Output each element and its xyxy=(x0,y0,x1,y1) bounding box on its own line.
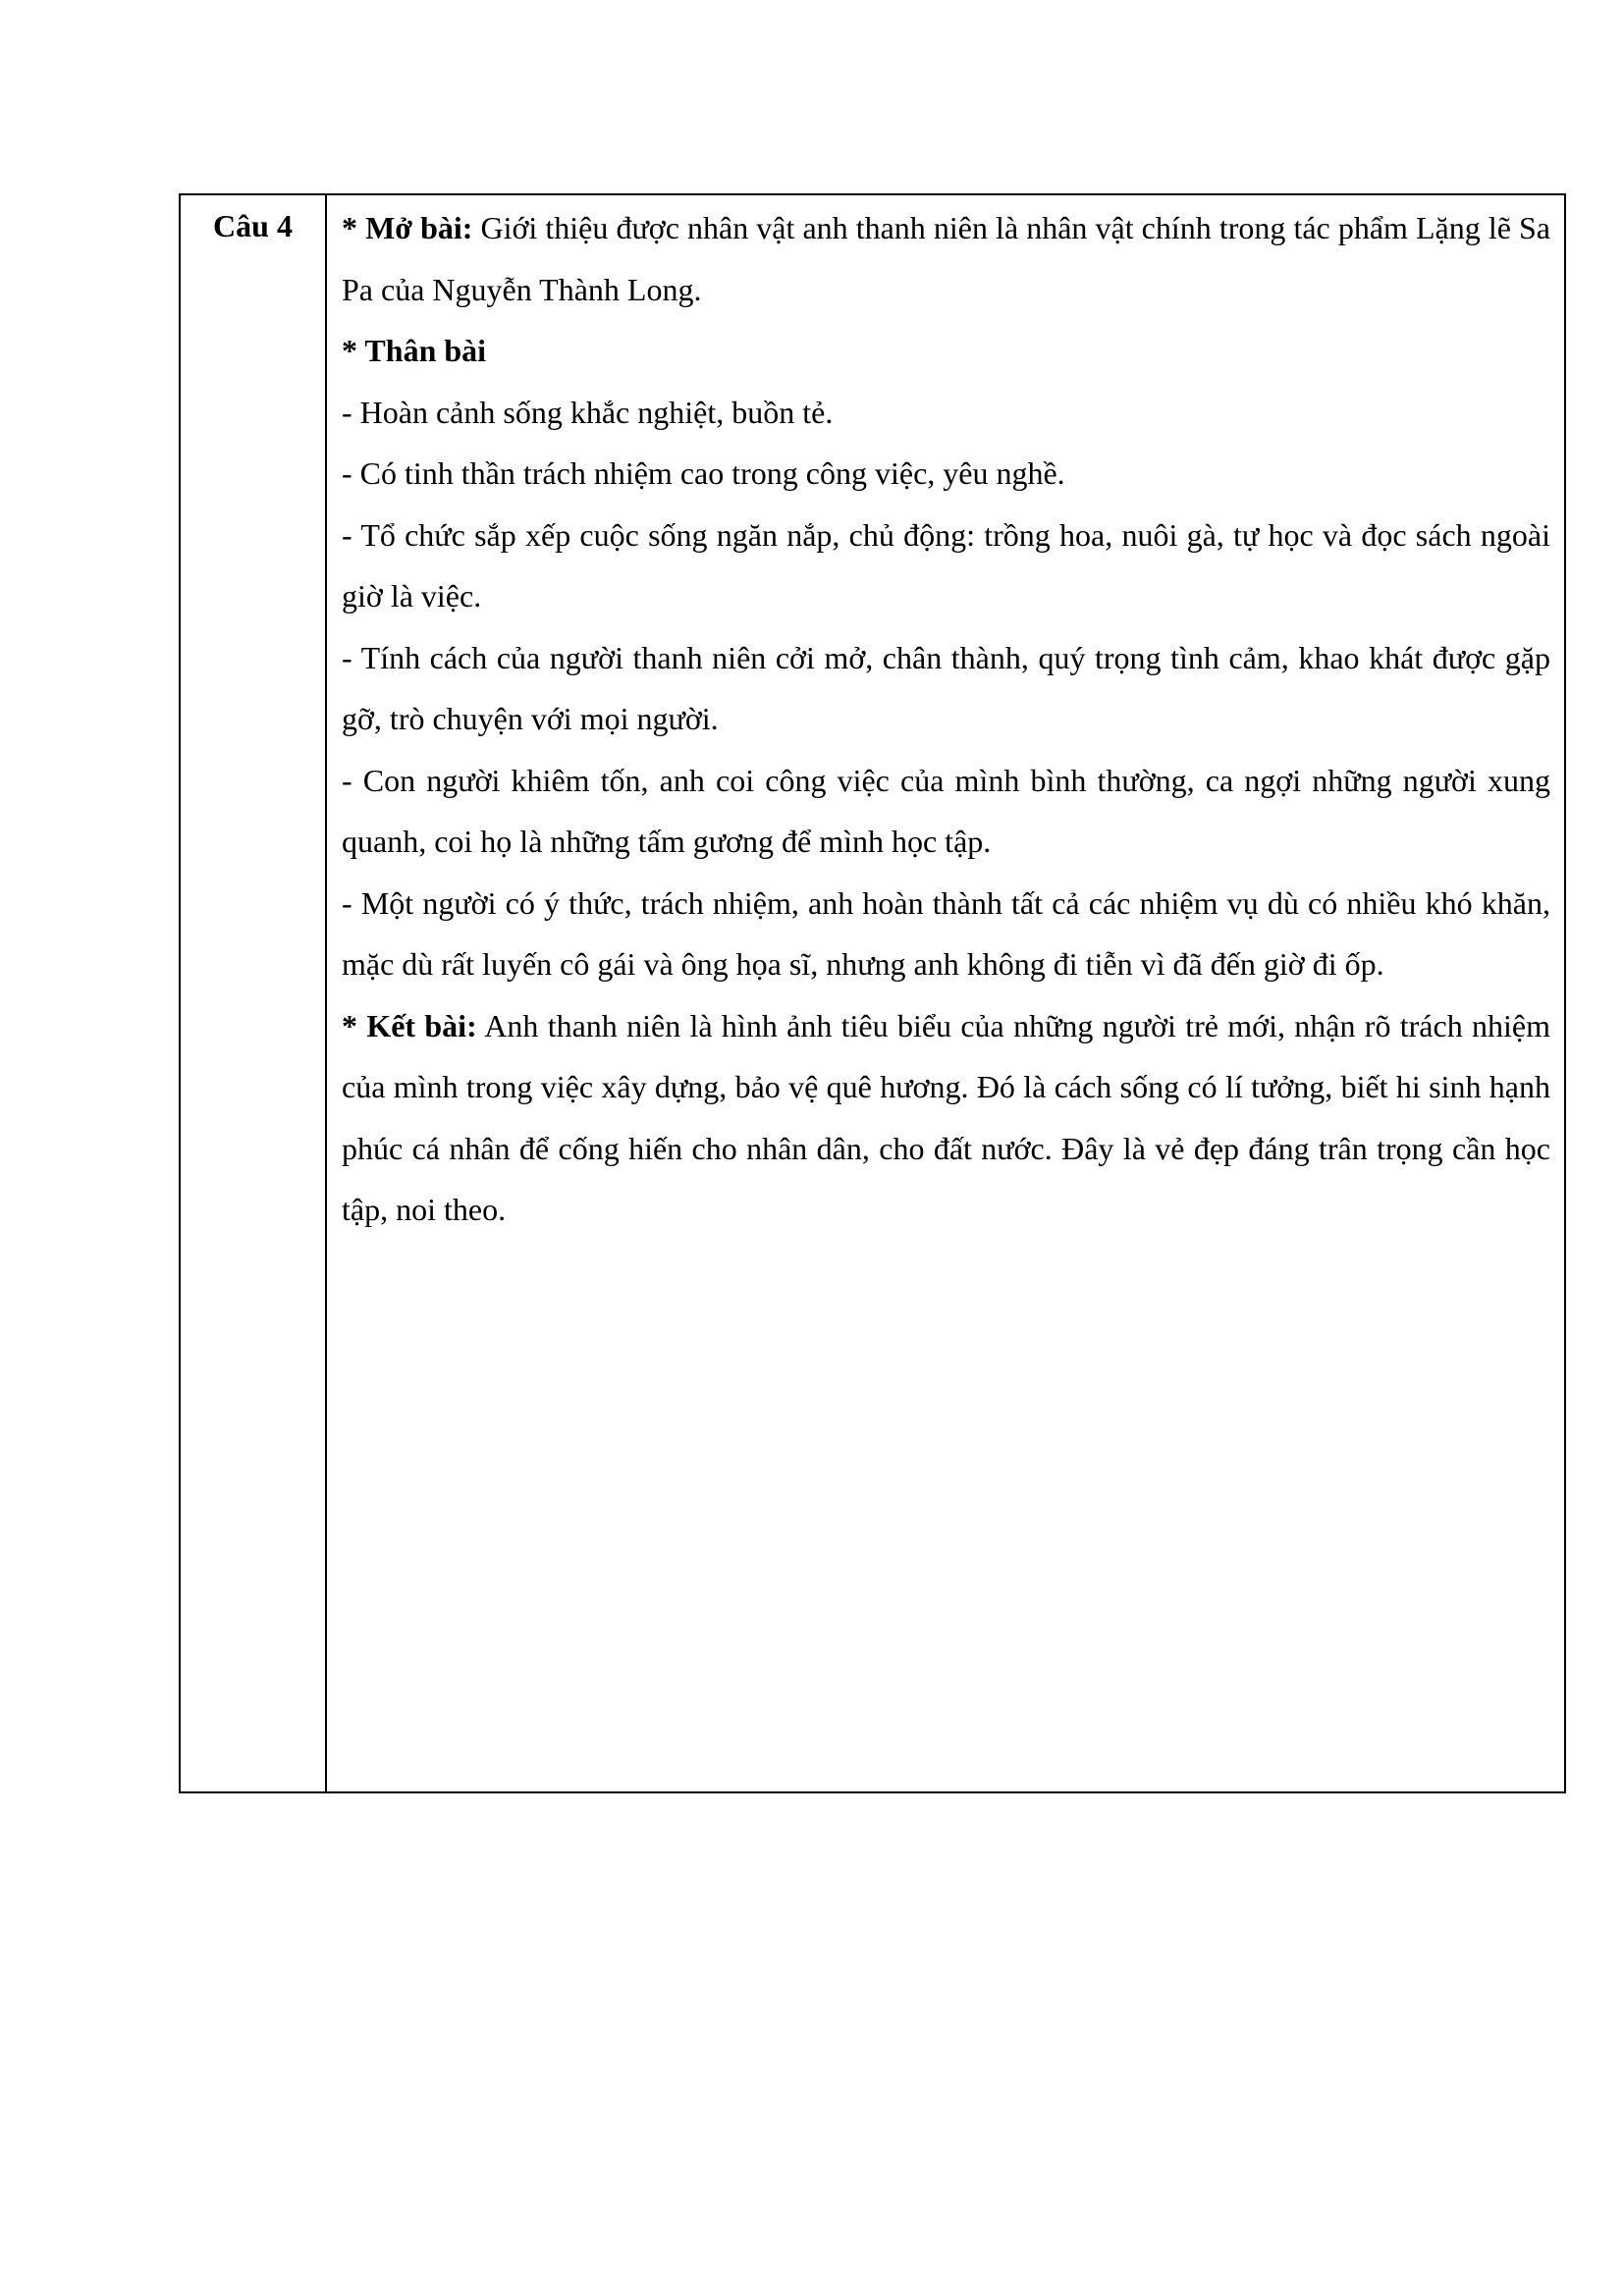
question-label: Câu 4 xyxy=(213,208,293,243)
body-item: - Tính cách của người thanh niên cởi mở, chân thành, quý trọng tình cảm, khao khát được gặp gỡ, trò chuyện với mọi người. xyxy=(342,639,1550,736)
body-item: - Có tinh thần trách nhiệm cao trong công việc, yêu nghề. xyxy=(342,455,1065,491)
question-label-cell xyxy=(181,195,327,1791)
conclusion-text: Anh thanh niên là hình ảnh tiêu biểu của những người trẻ mới, nhận rõ trách nhiệm của mình trong việc xây dựng, bảo vệ quê hương. Đó là cách sống có lí tưởng, biết hi sinh hạnh phúc cá nhân để cống hiến cho nhân dân, cho đất nước. Đây là vẻ đẹp đáng trân trọng cần học tập, noi theo. xyxy=(342,1007,1551,1227)
answer-table xyxy=(179,193,1566,1793)
body-item: - Hoàn cảnh sống khắc nghiệt, buồn tẻ. xyxy=(342,394,834,430)
body-item: - Con người khiêm tốn, anh coi công việc của mình bình thường, ca ngợi những người xung quanh, coi họ là những tấm gương để mình học tập. xyxy=(342,762,1550,859)
body-item: - Một người có ý thức, trách nhiệm, anh hoàn thành tất cả các nhiệm vụ dù có nhiều khó khăn, mặc dù rất luyến cô gái và ông họa sĩ, nhưng anh không đi tiễn vì đã đến giờ đi ốp. xyxy=(342,884,1550,982)
intro-paragraph xyxy=(342,197,1550,320)
conclusion-heading: * Kết bài: xyxy=(342,1007,477,1043)
body-item: - Tổ chức sắp xếp cuộc sống ngăn nắp, chủ động: trồng hoa, nuôi gà, tự học và đọc sách ngoài giờ là việc. xyxy=(342,516,1550,614)
intro-text: Giới thiệu được nhân vật anh thanh niên là nhân vật chính trong tác phẩm Lặng lẽ Sa Pa của Nguyễn Thành Long. xyxy=(342,210,1551,307)
body-heading: * Thân bài xyxy=(342,333,487,368)
answer-content-cell xyxy=(327,195,1564,1791)
intro-heading: * Mở bài: xyxy=(342,210,473,245)
conclusion-paragraph xyxy=(342,995,1550,1241)
